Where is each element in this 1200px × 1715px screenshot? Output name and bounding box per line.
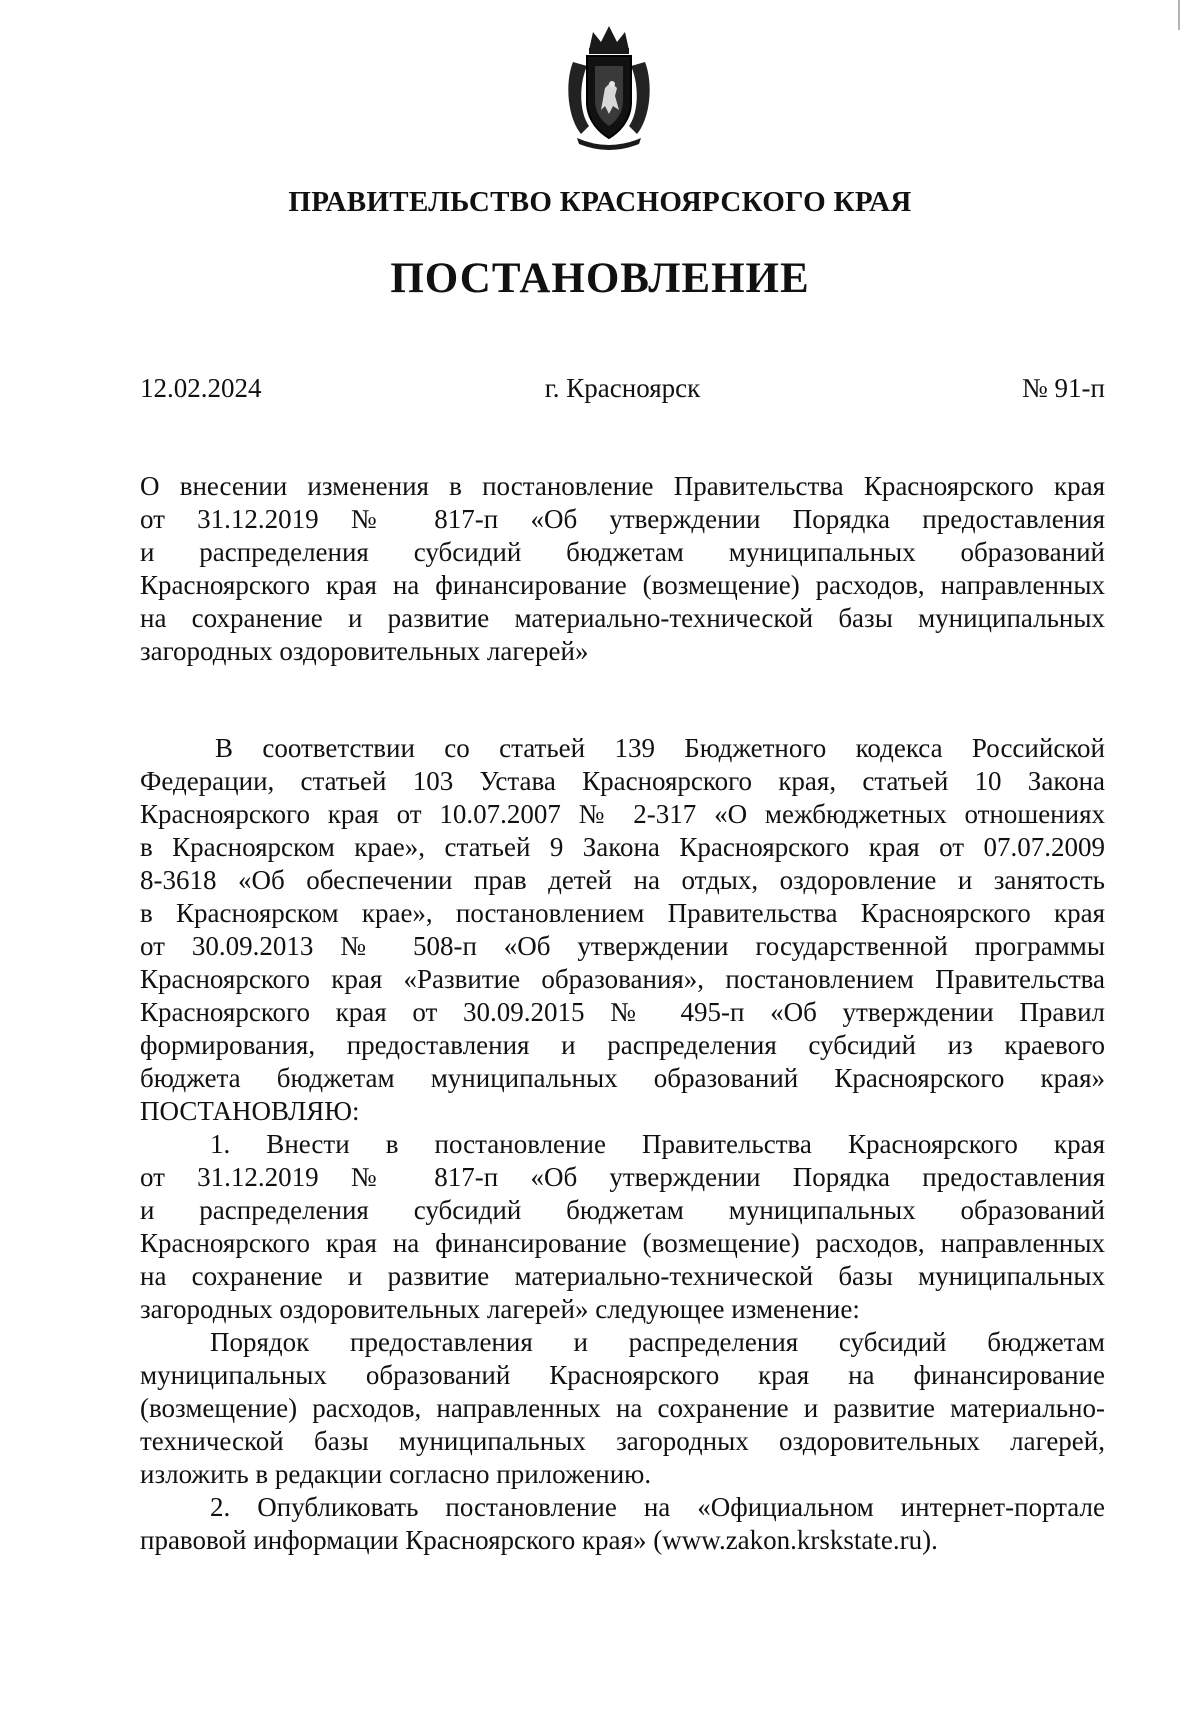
body-line: 1. Внести в постановление Правительства Красноярского края (210, 1129, 1105, 1159)
body-line: 2. Опубликовать постановление на «Официальном интернет-портале (210, 1492, 1105, 1522)
document-type-title: ПОСТАНОВЛЕНИЕ (390, 255, 810, 302)
body-line: бюджета бюджетам муниципальных образований Красноярского края» (140, 1063, 1105, 1093)
document-subject (140, 470, 1105, 668)
subject-line: и распределения субсидий бюджетам муниципальных образований (140, 537, 1105, 567)
body-line: технической базы муниципальных загородных оздоровительных лагерей, (140, 1426, 1105, 1456)
body-line: 8-3618 «Об обеспечении прав детей на отдых, оздоровление и занятость (140, 865, 1105, 895)
body-line: в Красноярском крае», постановлением Правительства Красноярского края (140, 898, 1105, 928)
body-line: Федерации, статьей 103 Устава Красноярского края, статьей 10 Закона (140, 766, 1105, 796)
body-line: В соответствии со статьей 139 Бюджетного кодекса Российской (215, 733, 1105, 763)
body-line: (возмещение) расходов, направленных на сохранение и развитие материально- (140, 1393, 1105, 1423)
subject-line: на сохранение и развитие материально-технической базы муниципальных (140, 603, 1105, 633)
body-line: формирования, предоставления и распределения субсидий из краевого (140, 1030, 1105, 1060)
document-number: № 91-п (1022, 373, 1105, 403)
body-line: от 30.09.2013 № 508-п «Об утверждении государственной программы (140, 931, 1105, 961)
subject-line: загородных оздоровительных лагерей» (140, 636, 589, 666)
body-line: на сохранение и развитие материально-технической базы муниципальных (140, 1261, 1105, 1291)
scan-edge-mark (1178, 0, 1180, 30)
body-line: Порядок предоставления и распределения субсидий бюджетам (210, 1327, 1105, 1357)
document-meta-row (140, 373, 1105, 407)
body-line: загородных оздоровительных лагерей» следующее изменение: (140, 1294, 860, 1324)
body-line: Красноярского края от 30.09.2015 № 495-п «Об утверждении Правил (140, 997, 1105, 1027)
body-line: муниципальных образований Красноярского края на финансирование (140, 1360, 1105, 1390)
body-line: изложить в редакции согласно приложению. (140, 1459, 652, 1489)
body-line: Красноярского края «Развитие образования», постановлением Правительства (140, 964, 1105, 994)
subject-line: Красноярского края на финансирование (возмещение) расходов, направленных (140, 570, 1105, 600)
resolution-word: ПОСТАНОВЛЯЮ: (140, 1096, 360, 1126)
body-line: Красноярского края на финансирование (возмещение) расходов, направленных (140, 1228, 1105, 1258)
subject-line: О внесении изменения в постановление Правительства Красноярского края (140, 471, 1105, 501)
organization-name: ПРАВИТЕЛЬСТВО КРАСНОЯРСКОГО КРАЯ (288, 186, 912, 218)
body-line: Красноярского края от 10.07.2007 № 2-317 «О межбюджетных отношениях (140, 799, 1105, 829)
document-body (140, 732, 1105, 1557)
body-line: от 31.12.2019 № 817-п «Об утверждении Порядка предоставления (140, 1162, 1105, 1192)
document-city: г. Красноярск (544, 373, 701, 403)
body-line: и распределения субсидий бюджетам муниципальных образований (140, 1195, 1105, 1225)
subject-line: от 31.12.2019 № 817-п «Об утверждении Порядка предоставления (140, 504, 1105, 534)
document-date: 12.02.2024 (140, 373, 262, 403)
coat-of-arms-emblem (559, 22, 659, 152)
body-line: правовой информации Красноярского края» (www.zakon.krskstate.ru). (140, 1525, 938, 1555)
body-line: в Красноярском крае», статьей 9 Закона Красноярского края от 07.07.2009 (140, 832, 1105, 862)
